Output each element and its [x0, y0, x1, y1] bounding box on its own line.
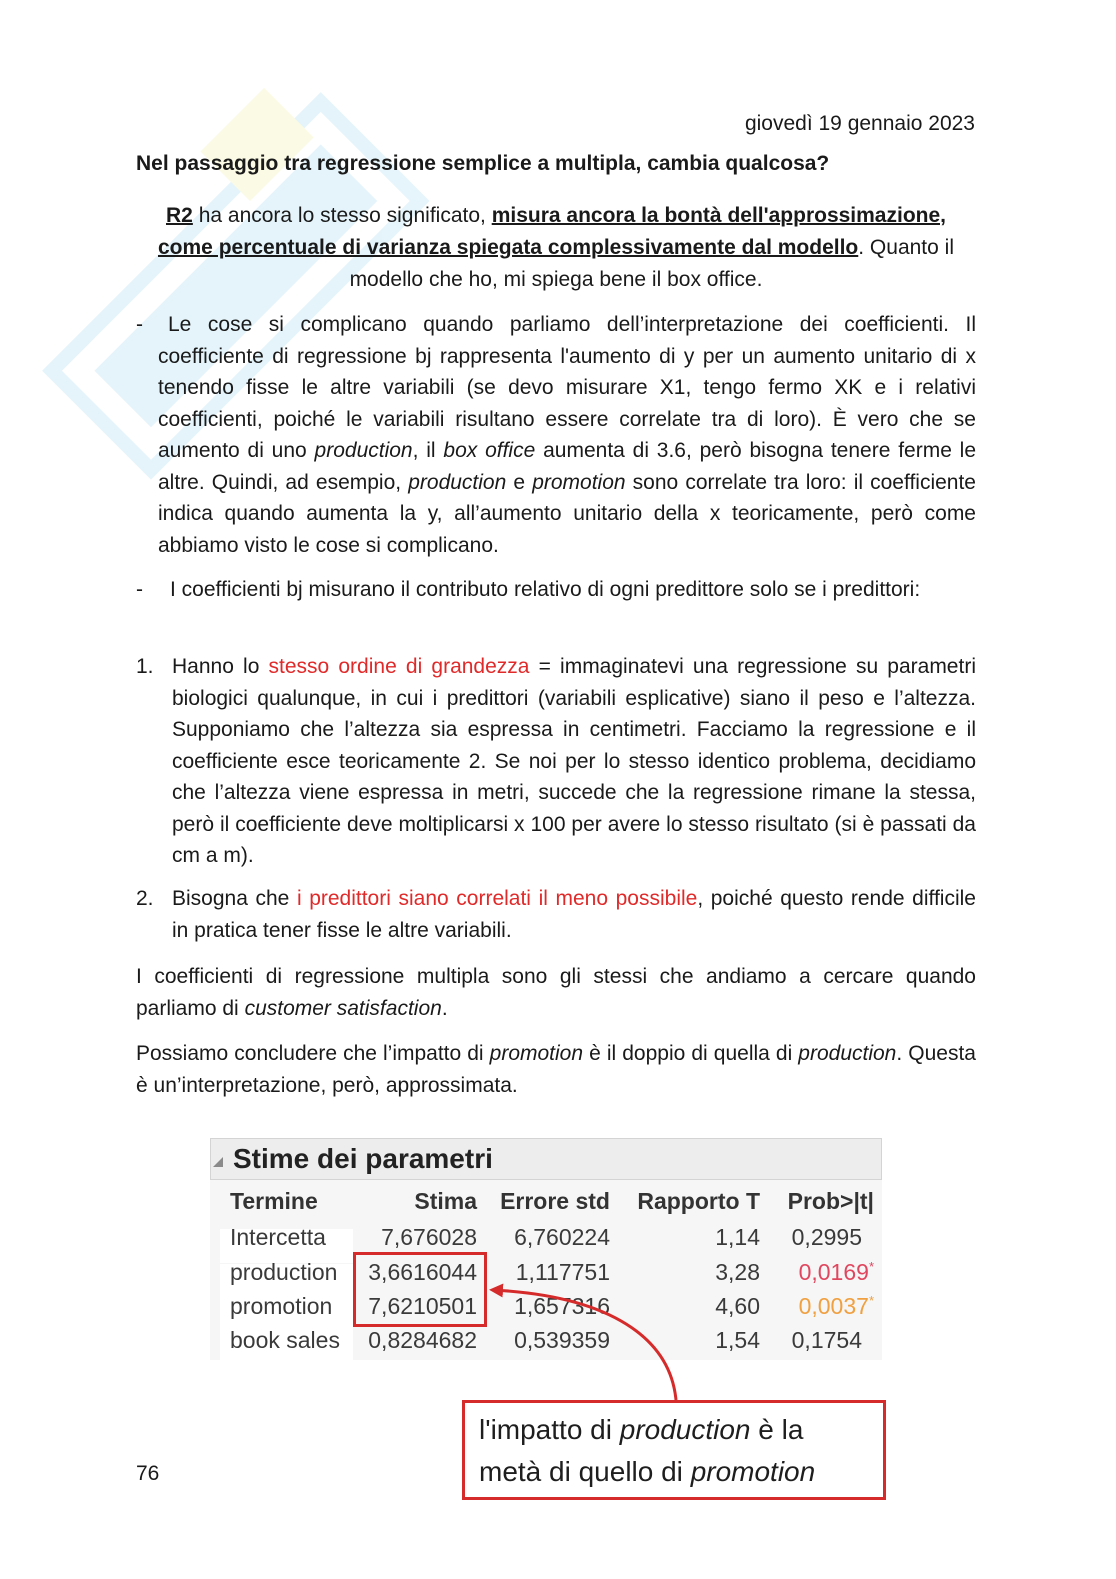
column-header: Rapporto T: [637, 1188, 760, 1214]
callout-line-2: [479, 1451, 869, 1493]
red-highlight: i predittori siano correlati il meno possibile: [296, 887, 698, 910]
significance-star: *: [868, 1259, 874, 1274]
numbered-text-part: , poiché questo rende difficile in pratica tener fisse le altre variabili.: [172, 887, 976, 942]
bullet-dash: -: [136, 578, 143, 601]
table-cell-stima: 7,6210501: [368, 1293, 477, 1319]
bullet-italic: box office: [443, 439, 536, 462]
paragraph-text: . Questa è un’interpretazione, però, approssimata.: [136, 1042, 976, 1097]
table-cell-rapporto: 1,14: [715, 1224, 760, 1250]
numbered-item-2: [136, 883, 976, 946]
page-number: 76: [136, 1462, 160, 1485]
table-cell-errore: 1,117751: [515, 1259, 610, 1285]
callout-text: metà di quello di: [479, 1456, 691, 1487]
table-cell-rapporto: 3,28: [715, 1259, 760, 1285]
prob-value: 0,0169: [798, 1259, 869, 1285]
bullet-italic: production: [314, 439, 413, 462]
date-header: giovedì 19 gennaio 2023: [744, 112, 975, 135]
paragraph-italic: promotion: [489, 1042, 584, 1065]
bullet-text-part: Le cose si complicano quando parliamo dell’interpretazione dei coefficienti. Il coefficiente di regressione bj rappresenta l'aumento di y per un aumento unitario di x tenendo fisse le altre variabili (se devo misurare X1, tengo fermo XK e i relativi coefficienti, poiché le variabili risultano essere correlate tra di loro). È vero che se aumento di uno: [158, 313, 976, 462]
bullet-text-part: sono correlate tra loro: il coefficiente indica quando aumenta la y, all’aumento unitario della x teoricamente, però come abbiamo visto le cose si complicano.: [158, 470, 976, 557]
table-cell-rapporto: 1,54: [715, 1327, 760, 1353]
bullet-text-part: aumenta di 3.6, però bisogna tenere ferme le altre. Quindi, ad esempio,: [158, 439, 977, 494]
list-number: 2.: [136, 887, 154, 910]
bullet-item-predictors: [136, 574, 976, 606]
paragraph-conclusion: [136, 1038, 976, 1101]
callout-line-1: [479, 1409, 869, 1451]
callout-italic: promotion: [690, 1456, 816, 1487]
callout-text: è la: [750, 1414, 804, 1445]
column-header: Prob>|t|: [787, 1188, 874, 1214]
paragraph-italic: customer satisfaction: [244, 996, 442, 1020]
numbered-item-1: [136, 651, 976, 872]
paragraph-customer-satisfaction: [136, 961, 976, 1024]
red-highlight: stesso ordine di grandezza: [268, 655, 530, 678]
r2-text-1: ha ancora lo stesso significato,: [192, 204, 492, 227]
table-cell-prob: 0,1754: [791, 1327, 862, 1353]
table-cell-errore: 6,760224: [514, 1224, 610, 1250]
table-cell-term: Intercetta: [230, 1224, 326, 1250]
paragraph-text: Possiamo concludere che l’impatto di: [136, 1042, 490, 1065]
table-cell-stima: 7,676028: [381, 1224, 477, 1250]
significance-star: *: [868, 1293, 874, 1308]
r2-emphasis: misura ancora la bontà dell'approssimazione, come percentuale di varianza spiegata complessivamente dal modello: [158, 204, 946, 259]
column-header: Stima: [414, 1188, 477, 1214]
bullet-text-part: e: [506, 470, 533, 494]
table-cell-stima: 0,8284682: [368, 1327, 477, 1353]
table-cell-errore: 1,657316: [514, 1293, 610, 1319]
bullet-item-coefficients: [136, 309, 976, 561]
parameter-estimates-figure: [210, 1138, 900, 1503]
numbered-text-part: = immaginatevi una regressione su parametri biologici qualunque, in cui i predittori (variabili esplicative) siano il peso e l’altezza. Supponiamo che l’altezza sia espressa in centimetri. Facciamo la regressione e il coefficiente esce teoricamente 2. Se noi per lo stesso identico problema, decidiamo che l’altezza viene espressa in metri, succede che la regressione rimane la stessa, però il coefficiente deve moltiplicarsi x 100 per avere lo stesso risultato (si è passati da cm a m).: [172, 655, 976, 867]
section-heading: Nel passaggio tra regressione semplice a multipla, cambia qualcosa?: [136, 152, 830, 175]
numbered-text: [172, 651, 976, 872]
table-cell-errore: 0,539359: [514, 1327, 610, 1353]
paragraph-text: .: [441, 996, 448, 1020]
bullet-italic: promotion: [532, 470, 626, 494]
table-cell-term: promotion: [230, 1293, 333, 1319]
table-cell-prob: 0,2995: [791, 1224, 862, 1250]
bullet-text-part: , il: [412, 439, 444, 462]
callout-box: [462, 1400, 886, 1500]
numbered-text: [172, 883, 976, 946]
numbered-text-part: Hanno lo: [172, 655, 269, 678]
table-title: Stime dei parametri: [233, 1143, 493, 1174]
callout-text: l'impatto di: [479, 1414, 620, 1445]
paragraph-text: I coefficienti di regressione multipla sono gli stessi che andiamo a cercare quando parliamo di: [136, 965, 976, 1020]
bullet-italic: production: [408, 470, 507, 494]
column-header: Errore std: [500, 1188, 610, 1214]
table-cell-term: book sales: [230, 1327, 340, 1353]
callout-italic: production: [619, 1414, 751, 1445]
bullet-text: I coefficienti bj misurano il contributo relativo di ogni predittore solo se i predittori:: [170, 578, 921, 601]
table-cell-stima: 3,6616044: [368, 1259, 477, 1285]
numbered-text-part: Bisogna che: [172, 887, 297, 910]
bullet-dash: -: [136, 313, 143, 336]
paragraph-text: è il doppio di quella di: [583, 1042, 799, 1065]
r2-term: R2: [166, 204, 193, 227]
paragraph-italic: production: [798, 1042, 897, 1065]
prob-value: 0,0037: [798, 1293, 869, 1319]
table-cell-rapporto: 4,60: [715, 1293, 760, 1319]
list-number: 1.: [136, 655, 154, 678]
column-header: Termine: [230, 1188, 318, 1214]
r2-text-2: . Quanto il modello che ho, mi spiega bene il box office.: [349, 236, 954, 291]
bullet-text: [158, 309, 976, 561]
r2-paragraph: [136, 200, 976, 296]
table-cell-term: production: [230, 1259, 338, 1285]
